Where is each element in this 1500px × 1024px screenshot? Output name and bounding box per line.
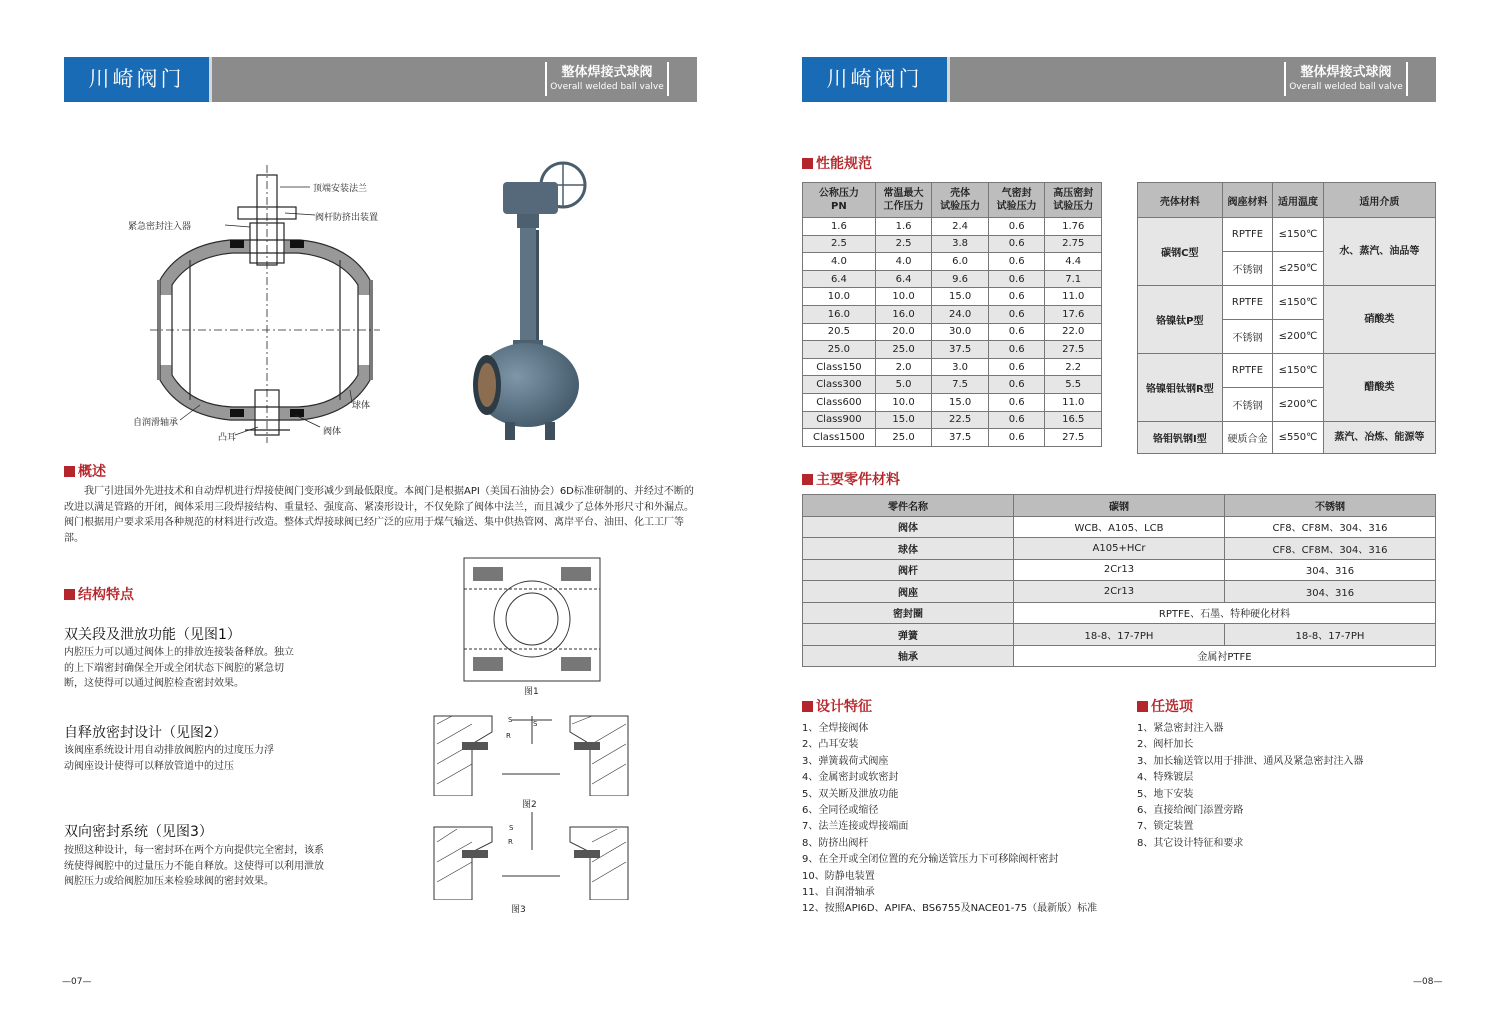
mat-row (803, 581, 1436, 603)
option-item: 8、其它设计特征和要求 (1137, 837, 1244, 849)
perf-row (803, 288, 1102, 306)
mat-cell: 2Cr13 (1014, 581, 1225, 603)
mat-cell: CF8、CF8M、304、316 (1225, 538, 1436, 560)
seat-material-cell: RPTFE (1222, 354, 1273, 388)
perf-cell: 20.0 (875, 323, 932, 341)
design-feature-item: 11、自润滑轴承 (802, 887, 875, 899)
perf-cell: 0.6 (988, 253, 1045, 271)
mat-row (803, 559, 1436, 581)
perf-cell: 0.6 (988, 393, 1045, 411)
perf-cell: 16.5 (1045, 411, 1102, 429)
perf-cell: 10.0 (803, 288, 876, 306)
perf-cell: 1.6 (803, 218, 876, 236)
perf-row (803, 323, 1102, 341)
seat-temp-cell: ≤200℃ (1273, 320, 1324, 354)
mat-cell: 阀杆 (803, 559, 1014, 581)
mat-header-cell: 零件名称 (803, 495, 1014, 517)
figure-3-r1: R (508, 838, 513, 846)
perf-cell: 1.6 (875, 218, 932, 236)
perf-cell: Class1500 (803, 429, 876, 447)
option-item: 4、特殊镀层 (1137, 772, 1194, 784)
perf-cell: 4.0 (803, 253, 876, 271)
overview-heading: 概述 (64, 461, 106, 481)
perf-cell: 7.5 (932, 376, 989, 394)
design-feature-item: 7、法兰连接或焊接端面 (802, 821, 909, 833)
seat-temp-cell: ≤550℃ (1273, 422, 1324, 454)
design-feature-item: 12、按照API6D、APIFA、BS6755及NACE01-75（最新版）标准 (802, 903, 1098, 915)
perf-cell: 27.5 (1045, 429, 1102, 447)
perf-cell: 7.1 (1045, 270, 1102, 288)
mat-row (803, 538, 1436, 560)
perf-cell: 30.0 (932, 323, 989, 341)
figure-2-drawing (432, 714, 630, 796)
label-self-lube-bearing: 自润滑轴承 (133, 418, 179, 428)
seat-header-cell: 适用介质 (1323, 183, 1435, 218)
seat-material-table (1137, 182, 1436, 454)
left-page-number: —07— (62, 977, 92, 987)
seat-row (1138, 354, 1436, 388)
perf-cell: Class300 (803, 376, 876, 394)
design-feature-item: 1、全焊接阀体 (802, 723, 869, 734)
option-item: 3、加长输送管以用于排泄、通风及紧急密封注入器 (1137, 755, 1364, 767)
performance-table (802, 182, 1102, 447)
design-feature-item: 6、全同径或缩径 (802, 805, 879, 817)
mat-row-seal (803, 602, 1436, 624)
design-feature-item: 5、双关断及泄放功能 (802, 788, 899, 800)
seat-shell-cell: 碳钢C型 (1138, 218, 1223, 286)
design-feature-item: 10、防静电装置 (802, 870, 875, 882)
perf-cell: 16.0 (803, 305, 876, 323)
mat-cell: 轴承 (803, 645, 1014, 667)
seat-temp-cell: ≤150℃ (1273, 354, 1324, 388)
seat-shell-cell: 铬镍钼钛钢R型 (1138, 354, 1223, 422)
perf-cell: 11.0 (1045, 288, 1102, 306)
perf-cell: 25.0 (803, 341, 876, 359)
product-title (545, 62, 669, 96)
feature-2-text: 该阀座系统设计用自动排放阀腔内的过度压力浮动阀座设计使得可以释放管道中的过压 (64, 745, 274, 772)
materials-heading: 主要零件材料 (802, 469, 900, 489)
seat-medium-cell: 蒸汽、冶炼、能源等 (1323, 422, 1435, 454)
perf-cell: 0.6 (988, 358, 1045, 376)
perf-cell: 15.0 (875, 411, 932, 429)
perf-cell: 37.5 (932, 429, 989, 447)
perf-cell: 2.5 (875, 235, 932, 253)
seat-medium-cell: 醋酸类 (1323, 354, 1435, 422)
right-page-number: —08— (1413, 977, 1443, 987)
perf-cell: 0.6 (988, 218, 1045, 236)
perf-row (803, 393, 1102, 411)
brand-title: 川崎阀门 (64, 57, 209, 102)
figure-3-drawing (432, 812, 630, 900)
perf-cell: 4.4 (1045, 253, 1102, 271)
perf-header-cell: 公称压力 PN (803, 183, 876, 218)
materials-table (802, 494, 1436, 667)
perf-row (803, 358, 1102, 376)
mat-header-cell: 不锈钢 (1225, 495, 1436, 517)
mat-cell: 2Cr13 (1014, 559, 1225, 581)
feature-3-text: 按照这种设计，每一密封环在两个方向提供完全密封，该系统使得阀腔中的过量压力不能自释放。这使得可以利用泄放阀腔压力或给阀腔加压来检验球阀的密封效果。 (64, 845, 324, 887)
right-header-band (802, 57, 1436, 102)
design-feature-item: 3、弹簧载荷式阀座 (802, 755, 889, 767)
seat-material-cell: 不锈钢 (1222, 252, 1273, 286)
product-title-right (1284, 62, 1408, 96)
label-body: 阀体 (323, 427, 342, 437)
mat-row (803, 516, 1436, 538)
product-title-cn: 整体焊接式球阀 (561, 65, 653, 80)
perf-cell: 15.0 (932, 288, 989, 306)
perf-row (803, 218, 1102, 236)
perf-cell: 2.4 (932, 218, 989, 236)
figure-3-s1: S (509, 824, 514, 832)
option-item: 6、直接给阀门添置旁路 (1137, 805, 1244, 817)
perf-cell: 5.5 (1045, 376, 1102, 394)
seat-shell-cell: 铬镍钛P型 (1138, 286, 1223, 354)
perf-cell: 25.0 (875, 429, 932, 447)
figure-1-caption: 图1 (524, 687, 539, 697)
option-item: 7、锁定装置 (1137, 821, 1194, 833)
design-heading: 设计特征 (802, 696, 872, 716)
perf-row (803, 376, 1102, 394)
seat-row (1138, 422, 1436, 454)
mat-cell: WCB、A105、LCB (1014, 516, 1225, 538)
perf-cell: 17.6 (1045, 305, 1102, 323)
figure-2-caption: 图2 (522, 800, 537, 810)
feature-2-title: 自释放密封设计（见图2） (64, 725, 227, 741)
mat-cell: 18-8、17-7PH (1225, 624, 1436, 646)
design-features-list (802, 721, 1132, 918)
perf-cell: 2.0 (875, 358, 932, 376)
label-lug: 凸耳 (218, 433, 237, 443)
seat-header-cell: 阀座材料 (1222, 183, 1273, 218)
mat-cell: RPTFE、石墨、特种硬化材料 (1014, 602, 1436, 624)
mat-cell: 金属衬PTFE (1014, 645, 1436, 667)
seat-material-cell: 不锈钢 (1222, 388, 1273, 422)
perf-cell: 27.5 (1045, 341, 1102, 359)
perf-header-cell: 高压密封 试验压力 (1045, 183, 1102, 218)
perf-cell: 0.6 (988, 341, 1045, 359)
seat-temp-cell: ≤200℃ (1273, 388, 1324, 422)
product-title-en-right: Overall welded ball valve (1289, 82, 1403, 92)
mat-cell: A105+HCr (1014, 538, 1225, 560)
seat-material-cell: RPTFE (1222, 286, 1273, 320)
perf-cell: 0.6 (988, 305, 1045, 323)
mat-row-spring (803, 624, 1436, 646)
seat-row (1138, 218, 1436, 252)
perf-cell: 0.6 (988, 411, 1045, 429)
structure-heading: 结构特点 (64, 584, 134, 604)
figure-2-s2: S (533, 720, 538, 728)
perf-header-cell: 壳体 试验压力 (932, 183, 989, 218)
perf-cell: 3.8 (932, 235, 989, 253)
design-feature-item: 2、凸耳安装 (802, 739, 859, 751)
perf-cell: 6.4 (875, 270, 932, 288)
perf-cell: 2.5 (803, 235, 876, 253)
perf-cell: 0.6 (988, 288, 1045, 306)
figure-2-s1: S (508, 716, 513, 724)
option-item: 2、阀杆加长 (1137, 739, 1194, 751)
perf-cell: 25.0 (875, 341, 932, 359)
seat-temp-cell: ≤250℃ (1273, 252, 1324, 286)
seat-shell-cell: 铬钼钒钢I型 (1138, 422, 1223, 454)
perf-cell: 0.6 (988, 235, 1045, 253)
perf-row (803, 235, 1102, 253)
perf-header-cell: 气密封 试验压力 (988, 183, 1045, 218)
option-item: 1、紧急密封注入器 (1137, 723, 1224, 734)
brand-title-right: 川崎阀门 (802, 57, 947, 102)
perf-row (803, 411, 1102, 429)
mat-row-bearing (803, 645, 1436, 667)
mat-cell: 304、316 (1225, 581, 1436, 603)
label-top-flange: 顶端安装法兰 (313, 184, 368, 194)
mat-cell: 密封圈 (803, 602, 1014, 624)
mat-cell: 球体 (803, 538, 1014, 560)
perf-cell: 3.0 (932, 358, 989, 376)
perf-cell: 6.4 (803, 270, 876, 288)
perf-cell: 6.0 (932, 253, 989, 271)
seat-material-cell: 不锈钢 (1222, 320, 1273, 354)
seat-material-cell: 硬质合金 (1222, 422, 1273, 454)
mat-cell: 18-8、17-7PH (1014, 624, 1225, 646)
perf-cell: Class600 (803, 393, 876, 411)
perf-cell: 20.5 (803, 323, 876, 341)
perf-cell: 5.0 (875, 376, 932, 394)
seat-header-cell: 适用温度 (1273, 183, 1324, 218)
mat-cell: 弹簧 (803, 624, 1014, 646)
perf-cell: 11.0 (1045, 393, 1102, 411)
perf-cell: 16.0 (875, 305, 932, 323)
overview-text: 我厂引进国外先进技术和自动焊机进行焊接使阀门变形减少到最低限度。本阀门是根据API（美国石油协会）6D标准研制的、并经过不断的改进以满足管路的开闭，阀体采用三段焊接结构、重量轻、强度高、紧凑形设计，不仅免除了阀体中法兰，而且减少了总体外形尺寸和外漏点。阀门根据用户要求采用各种规范的材料进行改造。整体式焊接球阀已经广泛的应用于煤气输送、集中供热管网、离岸平台、油田、化工工厂等部。 (64, 486, 694, 544)
perf-cell: 0.6 (988, 376, 1045, 394)
seat-header-cell: 壳体材料 (1138, 183, 1223, 218)
seat-medium-cell: 硝酸类 (1323, 286, 1435, 354)
performance-heading: 性能规范 (802, 153, 872, 173)
left-header-band (64, 57, 697, 102)
seat-medium-cell: 水、蒸汽、油品等 (1323, 218, 1435, 286)
perf-cell: 10.0 (875, 288, 932, 306)
perf-cell: 10.0 (875, 393, 932, 411)
option-item: 5、地下安装 (1137, 788, 1194, 800)
perf-cell: 0.6 (988, 429, 1045, 447)
seat-row (1138, 286, 1436, 320)
mat-cell: 阀座 (803, 581, 1014, 603)
perf-cell: 24.0 (932, 305, 989, 323)
perf-row (803, 305, 1102, 323)
options-heading: 任选项 (1137, 696, 1193, 716)
feature-3-title: 双向密封系统（见图3） (64, 824, 213, 840)
label-stem-anti-blowout: 阀杆防挤出装置 (315, 213, 379, 223)
options-list (1137, 721, 1437, 852)
perf-cell: 1.76 (1045, 218, 1102, 236)
valve-product-image (465, 160, 600, 440)
label-ball: 球体 (352, 401, 371, 411)
perf-cell: 2.2 (1045, 358, 1102, 376)
figure-3-caption: 图3 (511, 905, 526, 915)
figure-1-drawing (463, 557, 601, 682)
perf-cell: 15.0 (932, 393, 989, 411)
perf-cell: 9.6 (932, 270, 989, 288)
design-feature-item: 8、防挤出阀杆 (802, 837, 869, 849)
perf-cell: 2.75 (1045, 235, 1102, 253)
perf-cell: 22.0 (1045, 323, 1102, 341)
perf-cell: 4.0 (875, 253, 932, 271)
perf-cell: 0.6 (988, 270, 1045, 288)
perf-cell: Class150 (803, 358, 876, 376)
mat-cell: CF8、CF8M、304、316 (1225, 516, 1436, 538)
feature-1-text: 内腔压力可以通过阀体上的排放连接装备释放。独立的上下端密封确保全开或全闭状态下阀腔的紧急切断，这使得可以通过阀腔检查密封效果。 (64, 647, 294, 689)
perf-row (803, 429, 1102, 447)
perf-cell: Class900 (803, 411, 876, 429)
design-feature-item: 4、金属密封或软密封 (802, 772, 899, 784)
seat-temp-cell: ≤150℃ (1273, 218, 1324, 252)
seat-material-cell: RPTFE (1222, 218, 1273, 252)
design-feature-item: 9、在全开或全闭位置的充分输送管压力下可移除阀杆密封 (802, 854, 1059, 866)
seat-temp-cell: ≤150℃ (1273, 286, 1324, 320)
perf-header-cell: 常温最大 工作压力 (875, 183, 932, 218)
product-title-en: Overall welded ball valve (550, 82, 664, 92)
figure-2-r1: R (506, 732, 511, 740)
mat-cell: 304、316 (1225, 559, 1436, 581)
label-emergency-injector: 紧急密封注入器 (128, 222, 192, 232)
perf-row (803, 253, 1102, 271)
perf-row (803, 341, 1102, 359)
product-title-cn-right: 整体焊接式球阀 (1300, 65, 1392, 80)
perf-row (803, 270, 1102, 288)
mat-cell: 阀体 (803, 516, 1014, 538)
perf-cell: 0.6 (988, 323, 1045, 341)
mat-header-cell: 碳钢 (1014, 495, 1225, 517)
feature-1-title: 双关段及泄放功能（见图1） (64, 627, 241, 643)
perf-cell: 22.5 (932, 411, 989, 429)
perf-cell: 37.5 (932, 341, 989, 359)
